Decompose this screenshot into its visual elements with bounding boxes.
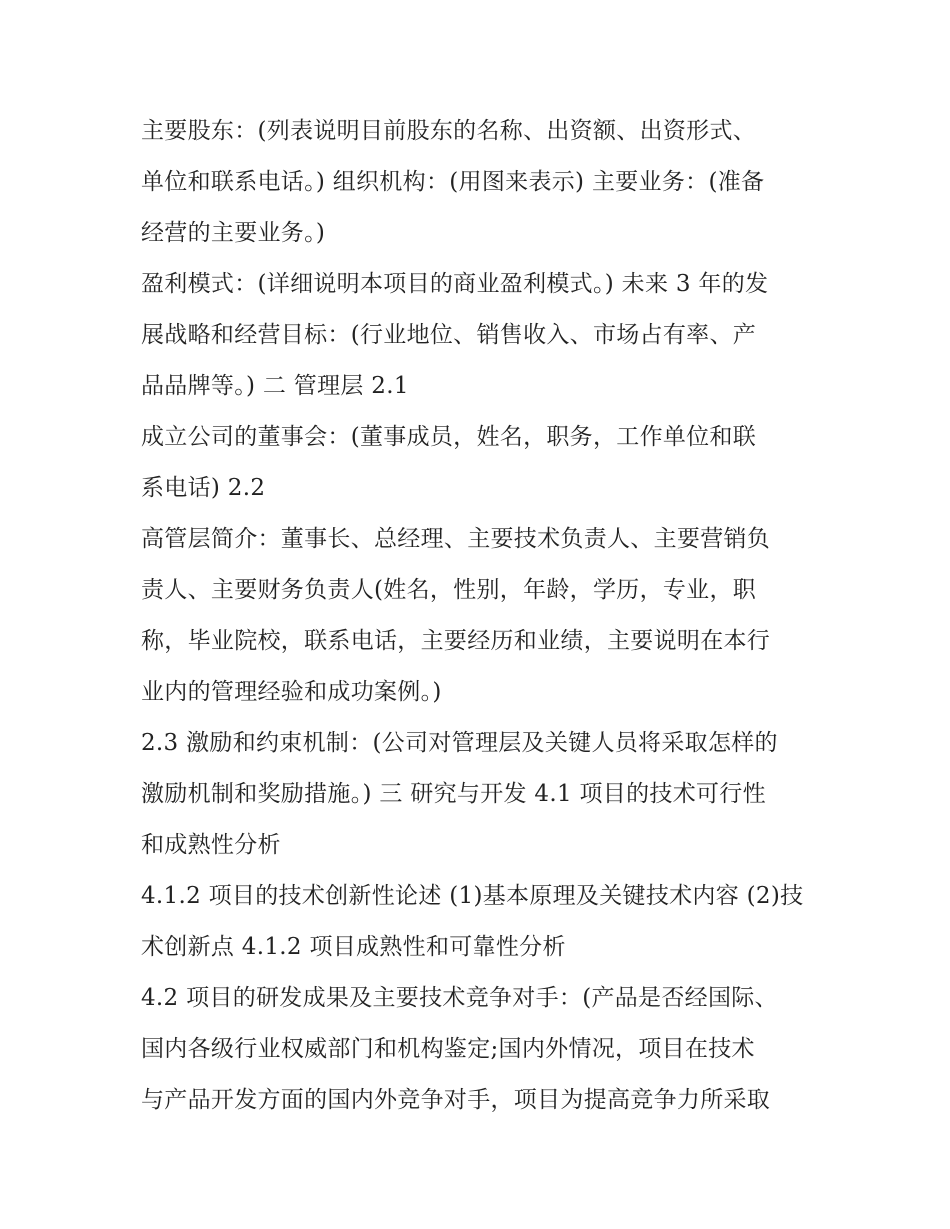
text-line: 4.1.2 项目的技术创新性论述 (1)基本原理及关键技术内容 (2)技 (141, 883, 804, 909)
text-line: 4.2 项目的研发成果及主要技术竞争对手：(产品是否经国际、 (141, 985, 778, 1011)
text-line: 术创新点 4.1.2 项目成熟性和可靠性分析 (141, 934, 566, 960)
text-line: 成立公司的董事会：(董事成员，姓名，职务，工作单位和联 (141, 424, 757, 450)
text-line: 主要股东：(列表说明目前股东的名称、出资额、出资形式、 (141, 118, 757, 144)
text-line: 展战略和经营目标：(行业地位、销售收入、市场占有率、产 (141, 322, 757, 348)
text-line: 称，毕业院校，联系电话，主要经历和业绩，主要说明在本行 (141, 628, 771, 654)
text-line: 激励机制和奖励措施。) 三 研究与开发 4.1 项目的技术可行性 (141, 781, 766, 807)
text-line: 国内各级行业权威部门和机构鉴定;国内外情况，项目在技术 (141, 1036, 755, 1062)
text-line: 业内的管理经验和成功案例。) (141, 679, 442, 705)
text-line: 品品牌等。) 二 管理层 2.1 (141, 373, 409, 399)
text-line: 高管层简介：董事长、总经理、主要技术负责人、主要营销负 (141, 526, 771, 552)
text-line: 单位和联系电话。) 组织机构：(用图来表示) 主要业务：(准备 (141, 169, 765, 195)
text-line: 与产品开发方面的国内外竞争对手，项目为提高竞争力所采取 (141, 1087, 771, 1113)
text-line: 经营的主要业务。) (141, 220, 326, 246)
text-line: 责人、主要财务负责人(姓名，性别，年龄，学历，专业，职 (141, 577, 757, 603)
text-line: 系电话) 2.2 (141, 475, 266, 501)
text-line: 和成熟性分析 (141, 832, 281, 858)
text-line: 盈利模式：(详细说明本项目的商业盈利模式。) 未来 3 年的发 (141, 271, 769, 297)
text-line: 2.3 激励和约束机制：(公司对管理层及关键人员将采取怎样的 (141, 730, 778, 756)
document-body (141, 106, 831, 1126)
